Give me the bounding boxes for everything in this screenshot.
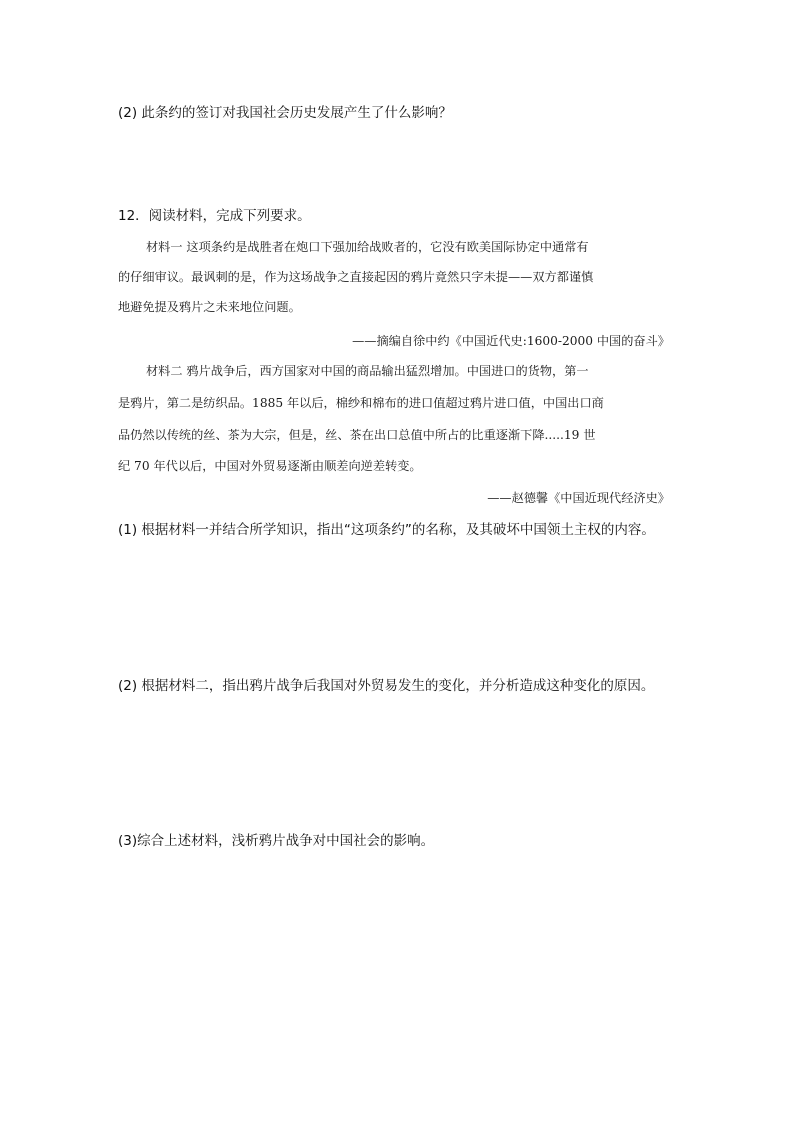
material-2-line: 是鸦片，第二是纺织品。1885 年以后，棉纱和棉布的进口值超过鸦片进口值，中国出口商 [118, 396, 604, 410]
material-1-line: 地避免提及鸦片之未来地位问题。 [118, 300, 301, 314]
material-2-source: ——赵德馨《中国近现代经济史》 [487, 491, 670, 505]
question-12-part-1: (1) 根据材料一并结合所学知识，指出“这项条约”的名称，及其破坏中国领土主权的内容。 [118, 522, 655, 538]
material-2-line: 材料二 鸦片战争后，西方国家对中国的商品输出猛烈增加。中国进口的货物，第一 [146, 364, 589, 378]
question-11-part-2: (2) 此条约的签订对我国社会历史发展产生了什么影响？ [118, 105, 452, 121]
material-2-line: 品仍然以传统的丝、茶为大宗，但是，丝、茶在出口总值中所占的比重逐渐下降.....19 世 [118, 428, 596, 442]
material-1-line: 材料一 这项条约是战胜者在炮口下强加给战败者的，它没有欧美国际协定中通常有 [146, 240, 589, 254]
material-2-line: 纪 70 年代以后，中国对外贸易逐渐由顺差向逆差转变。 [118, 459, 422, 473]
question-12-part-3: (3)综合上述材料，浅析鸦片战争对中国社会的影响。 [118, 833, 435, 849]
material-1-line: 的仔细审议。最讽刺的是，作为这场战争之直接起因的鸦片竟然只字未提——双方都谨慎 [118, 270, 594, 284]
material-1-source: ——摘编自徐中约《中国近代史:1600-2000 中国的奋斗》 [352, 334, 670, 348]
question-12-part-2: (2) 根据材料二，指出鸦片战争后我国对外贸易发生的变化，并分析造成这种变化的原因。 [118, 678, 655, 694]
question-12-stem: 12．阅读材料，完成下列要求。 [118, 208, 311, 224]
